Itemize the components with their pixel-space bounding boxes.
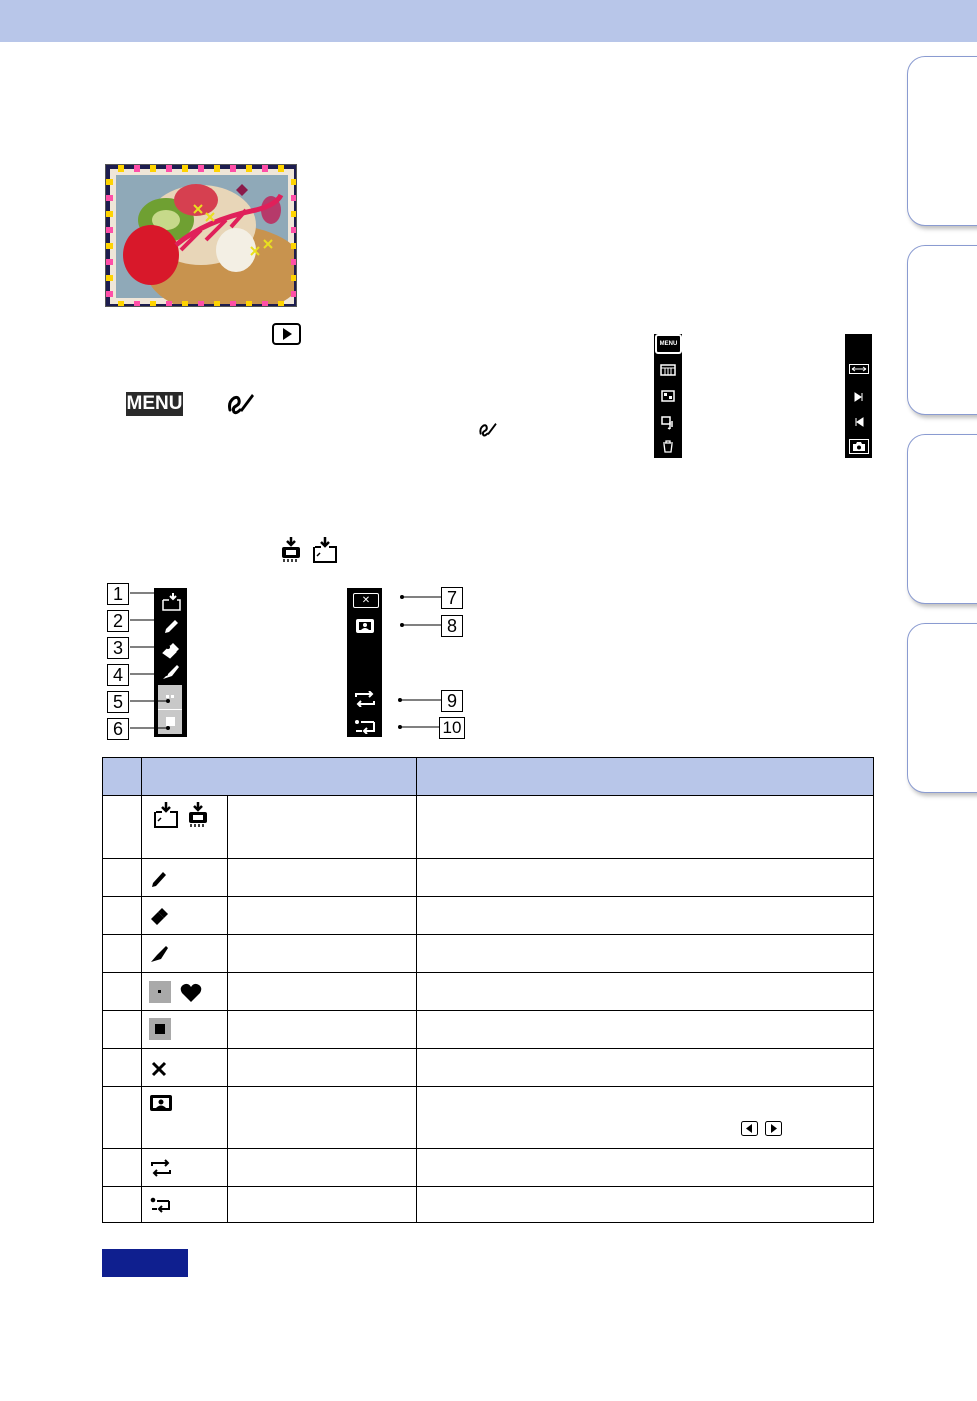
left-arrow-button-icon — [741, 1121, 758, 1136]
menu-label: MENU — [126, 393, 183, 414]
rotate-icon — [150, 1159, 172, 1177]
callout-4: 4 — [107, 664, 129, 686]
screen-cancel-button: ✕ — [353, 593, 379, 608]
color-square-icon — [149, 1018, 171, 1040]
note-tag — [102, 1249, 188, 1277]
screen-menu-button: MENU — [655, 334, 682, 354]
heart-icon — [180, 983, 202, 1003]
function-table — [102, 757, 874, 1223]
callout-1: 1 — [107, 583, 129, 605]
table-row — [103, 1049, 873, 1086]
table-header — [103, 758, 873, 796]
cancel-x-icon — [151, 1061, 167, 1077]
table-row — [103, 1087, 873, 1148]
save-to-flash-icon — [186, 801, 210, 829]
callout-9: 9 — [441, 690, 463, 712]
callout-2: 2 — [107, 610, 129, 632]
pen-icon — [150, 869, 168, 889]
stamp-icon — [149, 944, 171, 964]
callout-6: 6 — [107, 718, 129, 740]
dot-size-icon — [149, 981, 171, 1003]
frame-icon — [149, 1094, 173, 1112]
right-arrow-button-icon — [765, 1121, 782, 1136]
table-row — [103, 935, 873, 972]
undo-icon — [150, 1197, 172, 1213]
callout-8: 8 — [441, 615, 463, 637]
callout-3: 3 — [107, 637, 129, 659]
table-row — [103, 897, 873, 934]
table-row — [103, 859, 873, 896]
table-row — [103, 973, 873, 1010]
callout-10: 10 — [439, 717, 465, 739]
callout-5: 5 — [107, 691, 129, 713]
table-row — [103, 796, 873, 858]
eraser-icon — [149, 906, 171, 926]
table-row — [103, 1149, 873, 1186]
table-row — [103, 1011, 873, 1048]
save-to-card-icon — [152, 801, 180, 829]
callout-7: 7 — [441, 587, 463, 609]
table-row — [103, 1187, 873, 1222]
